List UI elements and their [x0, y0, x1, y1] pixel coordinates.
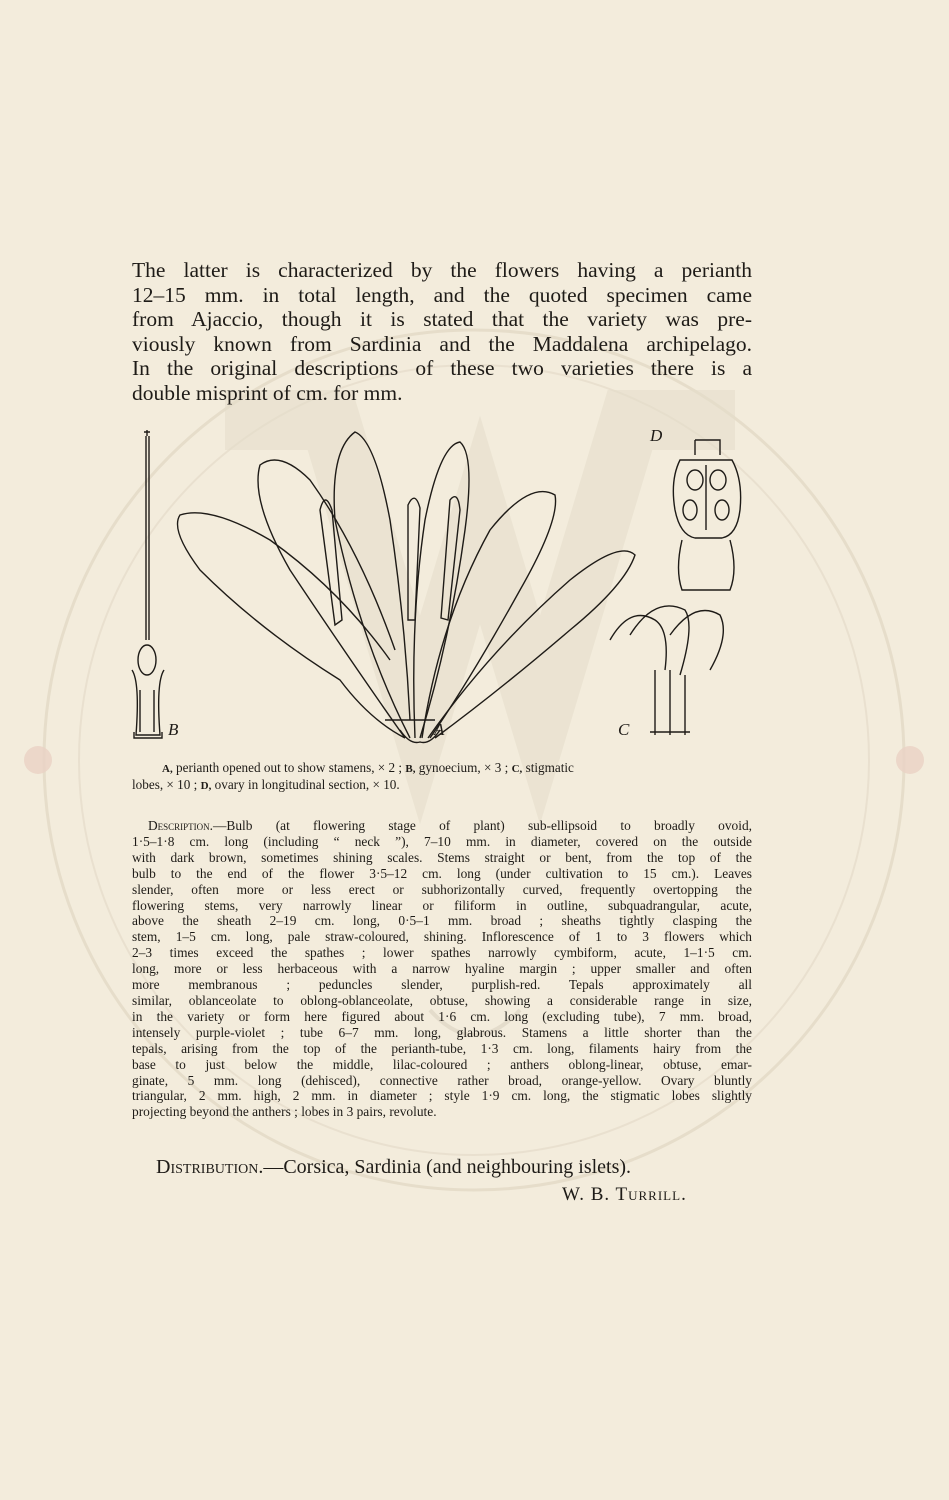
description-line: triangular, 2 mm. high, 2 mm. in diameter ; style 1·9 cm. long, the stigmatic lobes slightly	[132, 1088, 752, 1104]
caption-key-c: C,	[511, 763, 523, 775]
description-line: bulb to the end of the flower 3·5–12 cm. long (under cultivation to 15 cm.). Leaves	[132, 865, 752, 881]
caption-key-b: B,	[405, 763, 416, 775]
description-line: projecting beyond the anthers ; lobes in 3 pairs, revolute.	[132, 1104, 437, 1120]
description-line: stem, 1–5 cm. long, pale straw-coloured, shining. Inflorescence of 1 to 3 flowers which	[132, 929, 752, 945]
distribution-heading: Distribution.	[156, 1156, 264, 1178]
figure-label-d: D	[650, 426, 663, 445]
description-line: base to just below the middle, lilac-coloured ; anthers oblong-linear, obtuse, emar-	[132, 1056, 752, 1072]
description-heading: Description.	[148, 818, 214, 833]
description-text: —Bulb (at flowering stage of plant) sub-ellipsoid to broadly ovoid,	[213, 818, 752, 833]
distribution-text: —Corsica, Sardinia (and neighbouring islets).	[263, 1156, 632, 1178]
figure-label-a: A	[434, 720, 445, 739]
gynoecium-drawing	[132, 430, 164, 738]
caption-text-c: stigmatic	[522, 760, 574, 775]
description-line: intensely purple-violet ; tube 6–7 mm. long, glabrous. Stamens a little shorter than the	[132, 1024, 752, 1040]
intro-line: viously known from Sardinia and the Maddalena archipelago.	[132, 331, 752, 356]
stigmatic-lobes-drawing	[610, 606, 723, 735]
figure-caption	[132, 760, 752, 794]
author-signature: W. B. Turrill.	[562, 1184, 687, 1205]
caption-line2-start: lobes, × 10 ;	[132, 777, 201, 792]
description-line: ginate, 5 mm. long (dehisced), connective rather broad, orange-yellow. Ovary bluntly	[132, 1072, 752, 1088]
intro-line: The latter is characterized by the flowers having a perianth	[132, 258, 752, 282]
description-paragraph	[132, 818, 752, 1120]
description-line: similar, oblanceolate to oblong-oblanceolate, obtuse, showing a considerable range in size,	[132, 992, 752, 1008]
description-line: more membranous ; peduncles slender, purplish-red. Tepals approximately all	[132, 977, 752, 993]
caption-key-d: D,	[200, 780, 212, 792]
caption-key-a: A,	[162, 763, 173, 775]
caption-text-a: perianth opened out to show stamens, × 2 ;	[172, 760, 406, 775]
description-line: flowering stems, very narrowly linear or filiform in outline, subquadrangular, acute,	[132, 897, 752, 913]
intro-line: from Ajaccio, though it is stated that the variety was pre-	[132, 307, 752, 332]
figure-label-c: C	[618, 720, 630, 739]
caption-text-d: ovary in longitudinal section, × 10.	[211, 777, 400, 792]
distribution-line	[156, 1155, 756, 1179]
intro-line: In the original descriptions of these two varieties there is a	[132, 356, 752, 381]
description-line: tepals, arising from the top of the perianth-tube, 1·3 cm. long, filaments hairy from the	[132, 1040, 752, 1056]
description-line: in the variety or form here figured about 1·6 cm. long (excluding tube), 7 mm. broad,	[132, 1008, 752, 1024]
caption-line	[132, 777, 752, 794]
caption-line	[132, 760, 752, 777]
botanical-figure	[110, 420, 770, 750]
figure-label-b: B	[168, 720, 179, 739]
description-line	[132, 818, 752, 834]
intro-line: 12–15 mm. in total length, and the quoted specimen came	[132, 282, 752, 307]
intro-paragraph	[132, 258, 752, 406]
description-line: slender, often more or less erect or subhorizontally curved, frequently overtopping the	[132, 881, 752, 897]
description-line: long, more or less herbaceous with a narrow hyaline margin ; upper smaller and often	[132, 961, 752, 977]
description-line: 2–3 times exceed the spathes ; lower spathes narrowly cymbiform, acute, 1–1·5 cm.	[132, 945, 752, 961]
figure-drawing	[110, 420, 770, 750]
perianth-drawing	[178, 432, 636, 743]
description-line: 1·5–1·8 cm. long (including “ neck ”), 7–10 mm. in diameter, covered on the outside	[132, 833, 752, 849]
description-line: with dark brown, sometimes shining scales. Stems straight or bent, from the top of the	[132, 849, 752, 865]
ovary-section-drawing	[673, 440, 740, 590]
caption-text-b: gynoecium, × 3 ;	[415, 760, 512, 775]
intro-line: double misprint of cm. for mm.	[132, 380, 403, 405]
description-line: above the sheath 2–19 cm. long, 0·5–1 mm. broad ; sheaths tightly clasping the	[132, 913, 752, 929]
